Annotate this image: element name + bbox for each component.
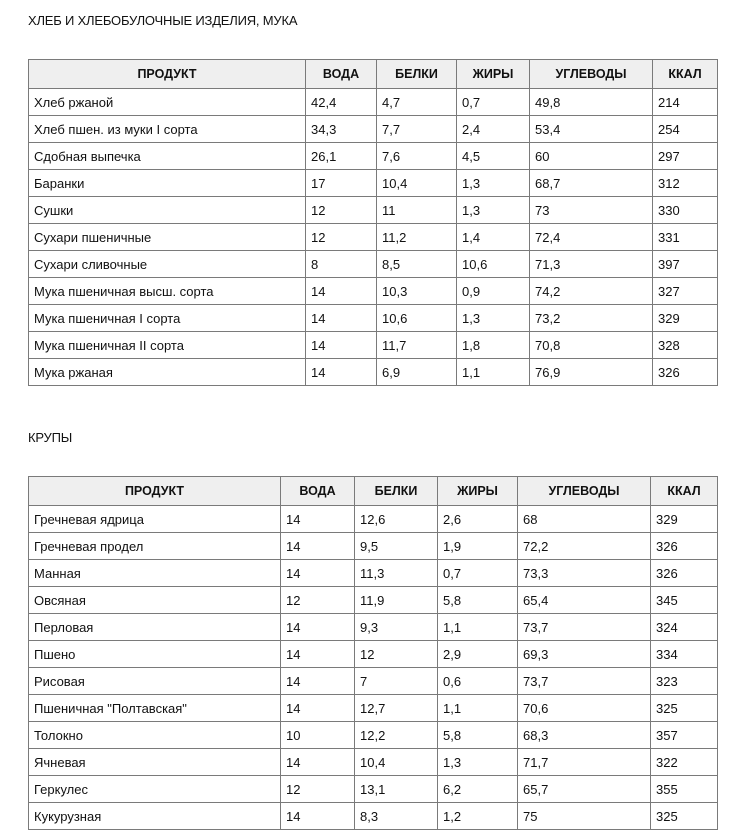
table-row bbox=[29, 278, 718, 305]
cell-carbs: 65,7 bbox=[518, 776, 651, 803]
cell-fat: 0,9 bbox=[457, 278, 530, 305]
cell-product: Мука пшеничная I сорта bbox=[29, 305, 306, 332]
column-header-carbs: УГЛЕВОДЫ bbox=[518, 477, 651, 506]
table-row bbox=[29, 560, 718, 587]
cell-fat: 4,5 bbox=[457, 143, 530, 170]
cell-protein: 10,3 bbox=[377, 278, 457, 305]
cell-water: 26,1 bbox=[306, 143, 377, 170]
cell-fat: 1,3 bbox=[457, 305, 530, 332]
cell-product: Перловая bbox=[29, 614, 281, 641]
cell-protein: 12,6 bbox=[355, 506, 438, 533]
cell-carbs: 70,8 bbox=[530, 332, 653, 359]
column-header-fat: ЖИРЫ bbox=[438, 477, 518, 506]
table-row bbox=[29, 614, 718, 641]
cell-product: Кукурузная bbox=[29, 803, 281, 830]
cell-protein: 9,5 bbox=[355, 533, 438, 560]
cell-water: 10 bbox=[281, 722, 355, 749]
cell-fat: 5,8 bbox=[438, 722, 518, 749]
cell-carbs: 73,2 bbox=[530, 305, 653, 332]
table-row bbox=[29, 641, 718, 668]
cell-carbs: 70,6 bbox=[518, 695, 651, 722]
cell-product: Рисовая bbox=[29, 668, 281, 695]
cell-protein: 7,7 bbox=[377, 116, 457, 143]
cell-carbs: 72,2 bbox=[518, 533, 651, 560]
cell-fat: 1,8 bbox=[457, 332, 530, 359]
cell-protein: 12 bbox=[355, 641, 438, 668]
cell-protein: 8,5 bbox=[377, 251, 457, 278]
table-row bbox=[29, 197, 718, 224]
table-row bbox=[29, 89, 718, 116]
cell-water: 14 bbox=[281, 668, 355, 695]
cell-water: 14 bbox=[281, 533, 355, 560]
cell-carbs: 68 bbox=[518, 506, 651, 533]
cell-fat: 0,6 bbox=[438, 668, 518, 695]
table-row bbox=[29, 776, 718, 803]
cell-water: 14 bbox=[306, 278, 377, 305]
cell-protein: 10,6 bbox=[377, 305, 457, 332]
cell-fat: 1,1 bbox=[438, 695, 518, 722]
cell-product: Пшеничная "Полтавская" bbox=[29, 695, 281, 722]
cell-kcal: 214 bbox=[653, 89, 718, 116]
cell-water: 34,3 bbox=[306, 116, 377, 143]
cell-carbs: 53,4 bbox=[530, 116, 653, 143]
table-row bbox=[29, 332, 718, 359]
cell-kcal: 329 bbox=[653, 305, 718, 332]
table-row bbox=[29, 722, 718, 749]
column-header-kcal: ККАЛ bbox=[653, 60, 718, 89]
cell-product: Сухари сливочные bbox=[29, 251, 306, 278]
table-row bbox=[29, 668, 718, 695]
cell-carbs: 75 bbox=[518, 803, 651, 830]
cell-carbs: 71,3 bbox=[530, 251, 653, 278]
cell-kcal: 357 bbox=[651, 722, 718, 749]
cell-carbs: 74,2 bbox=[530, 278, 653, 305]
table-row bbox=[29, 116, 718, 143]
cell-protein: 7,6 bbox=[377, 143, 457, 170]
cell-water: 14 bbox=[306, 332, 377, 359]
cell-kcal: 330 bbox=[653, 197, 718, 224]
cell-water: 14 bbox=[306, 305, 377, 332]
table-row bbox=[29, 749, 718, 776]
cell-carbs: 60 bbox=[530, 143, 653, 170]
cell-protein: 10,4 bbox=[377, 170, 457, 197]
table-row bbox=[29, 359, 718, 386]
table-header-row bbox=[29, 60, 718, 89]
cell-fat: 2,4 bbox=[457, 116, 530, 143]
cell-product: Геркулес bbox=[29, 776, 281, 803]
cell-carbs: 65,4 bbox=[518, 587, 651, 614]
cell-protein: 6,9 bbox=[377, 359, 457, 386]
cell-water: 14 bbox=[281, 641, 355, 668]
column-header-water: ВОДА bbox=[306, 60, 377, 89]
cell-carbs: 72,4 bbox=[530, 224, 653, 251]
cell-protein: 9,3 bbox=[355, 614, 438, 641]
cell-kcal: 325 bbox=[651, 695, 718, 722]
cell-fat: 10,6 bbox=[457, 251, 530, 278]
cell-carbs: 68,7 bbox=[530, 170, 653, 197]
cell-water: 12 bbox=[306, 224, 377, 251]
column-header-carbs: УГЛЕВОДЫ bbox=[530, 60, 653, 89]
cell-water: 14 bbox=[306, 359, 377, 386]
cell-carbs: 69,3 bbox=[518, 641, 651, 668]
cell-fat: 5,8 bbox=[438, 587, 518, 614]
cell-product: Гречневая продел bbox=[29, 533, 281, 560]
cell-water: 14 bbox=[281, 803, 355, 830]
cell-protein: 4,7 bbox=[377, 89, 457, 116]
cell-kcal: 325 bbox=[651, 803, 718, 830]
cell-protein: 12,2 bbox=[355, 722, 438, 749]
section-title-bread: ХЛЕБ И ХЛЕБОБУЛОЧНЫЕ ИЗДЕЛИЯ, МУКА bbox=[28, 13, 298, 28]
table-row bbox=[29, 224, 718, 251]
cell-product: Сухари пшеничные bbox=[29, 224, 306, 251]
cell-fat: 2,6 bbox=[438, 506, 518, 533]
cell-water: 8 bbox=[306, 251, 377, 278]
cell-carbs: 71,7 bbox=[518, 749, 651, 776]
cell-water: 14 bbox=[281, 749, 355, 776]
cell-water: 17 bbox=[306, 170, 377, 197]
table-row bbox=[29, 251, 718, 278]
cell-carbs: 76,9 bbox=[530, 359, 653, 386]
cell-product: Пшено bbox=[29, 641, 281, 668]
cell-kcal: 329 bbox=[651, 506, 718, 533]
cell-water: 12 bbox=[281, 587, 355, 614]
cell-water: 12 bbox=[281, 776, 355, 803]
section-title-cereals: КРУПЫ bbox=[28, 430, 73, 445]
cell-water: 14 bbox=[281, 614, 355, 641]
cell-fat: 1,1 bbox=[438, 614, 518, 641]
cell-product: Мука пшеничная высш. сорта bbox=[29, 278, 306, 305]
cell-protein: 13,1 bbox=[355, 776, 438, 803]
cell-kcal: 328 bbox=[653, 332, 718, 359]
cell-carbs: 73,7 bbox=[518, 668, 651, 695]
cell-protein: 11,7 bbox=[377, 332, 457, 359]
table-row bbox=[29, 695, 718, 722]
cell-kcal: 254 bbox=[653, 116, 718, 143]
cell-protein: 7 bbox=[355, 668, 438, 695]
column-header-product: ПРОДУКТ bbox=[29, 60, 306, 89]
cell-fat: 2,9 bbox=[438, 641, 518, 668]
cell-water: 42,4 bbox=[306, 89, 377, 116]
cell-protein: 11,9 bbox=[355, 587, 438, 614]
cell-carbs: 68,3 bbox=[518, 722, 651, 749]
cell-protein: 10,4 bbox=[355, 749, 438, 776]
cell-fat: 1,3 bbox=[457, 170, 530, 197]
cell-product: Мука пшеничная II сорта bbox=[29, 332, 306, 359]
cell-carbs: 73,3 bbox=[518, 560, 651, 587]
cell-kcal: 297 bbox=[653, 143, 718, 170]
cell-product: Ячневая bbox=[29, 749, 281, 776]
table-row bbox=[29, 305, 718, 332]
cell-fat: 1,2 bbox=[438, 803, 518, 830]
cell-kcal: 355 bbox=[651, 776, 718, 803]
cell-product: Мука ржаная bbox=[29, 359, 306, 386]
cell-kcal: 324 bbox=[651, 614, 718, 641]
cell-product: Овсяная bbox=[29, 587, 281, 614]
cell-water: 14 bbox=[281, 560, 355, 587]
cell-carbs: 73 bbox=[530, 197, 653, 224]
cell-kcal: 322 bbox=[651, 749, 718, 776]
column-header-water: ВОДА bbox=[281, 477, 355, 506]
cell-kcal: 326 bbox=[653, 359, 718, 386]
cell-fat: 1,4 bbox=[457, 224, 530, 251]
table-row bbox=[29, 533, 718, 560]
cell-carbs: 49,8 bbox=[530, 89, 653, 116]
cell-fat: 0,7 bbox=[457, 89, 530, 116]
cell-kcal: 397 bbox=[653, 251, 718, 278]
column-header-protein: БЕЛКИ bbox=[355, 477, 438, 506]
cell-protein: 12,7 bbox=[355, 695, 438, 722]
cell-water: 12 bbox=[306, 197, 377, 224]
cell-product: Толокно bbox=[29, 722, 281, 749]
column-header-kcal: ККАЛ bbox=[651, 477, 718, 506]
cell-product: Сушки bbox=[29, 197, 306, 224]
table-row bbox=[29, 587, 718, 614]
cell-product: Хлеб пшен. из муки I сорта bbox=[29, 116, 306, 143]
cell-kcal: 334 bbox=[651, 641, 718, 668]
table-row bbox=[29, 803, 718, 830]
cell-fat: 1,3 bbox=[438, 749, 518, 776]
column-header-product: ПРОДУКТ bbox=[29, 477, 281, 506]
cell-product: Гречневая ядрица bbox=[29, 506, 281, 533]
column-header-protein: БЕЛКИ bbox=[377, 60, 457, 89]
cell-protein: 8,3 bbox=[355, 803, 438, 830]
cell-product: Манная bbox=[29, 560, 281, 587]
cell-kcal: 326 bbox=[651, 533, 718, 560]
cell-kcal: 345 bbox=[651, 587, 718, 614]
table-row bbox=[29, 143, 718, 170]
cell-fat: 1,9 bbox=[438, 533, 518, 560]
cell-product: Баранки bbox=[29, 170, 306, 197]
cell-kcal: 331 bbox=[653, 224, 718, 251]
cell-water: 14 bbox=[281, 506, 355, 533]
bread-flour-table bbox=[28, 59, 718, 386]
cell-carbs: 73,7 bbox=[518, 614, 651, 641]
cell-fat: 1,3 bbox=[457, 197, 530, 224]
cell-kcal: 323 bbox=[651, 668, 718, 695]
cell-product: Сдобная выпечка bbox=[29, 143, 306, 170]
table-row bbox=[29, 170, 718, 197]
cell-kcal: 312 bbox=[653, 170, 718, 197]
cereals-table bbox=[28, 476, 718, 830]
table-row bbox=[29, 506, 718, 533]
cell-protein: 11,2 bbox=[377, 224, 457, 251]
table-header-row bbox=[29, 477, 718, 506]
cell-fat: 1,1 bbox=[457, 359, 530, 386]
cell-product: Хлеб ржаной bbox=[29, 89, 306, 116]
column-header-fat: ЖИРЫ bbox=[457, 60, 530, 89]
cell-kcal: 327 bbox=[653, 278, 718, 305]
cell-protein: 11,3 bbox=[355, 560, 438, 587]
cell-water: 14 bbox=[281, 695, 355, 722]
cell-kcal: 326 bbox=[651, 560, 718, 587]
cell-fat: 0,7 bbox=[438, 560, 518, 587]
cell-fat: 6,2 bbox=[438, 776, 518, 803]
cell-protein: 11 bbox=[377, 197, 457, 224]
